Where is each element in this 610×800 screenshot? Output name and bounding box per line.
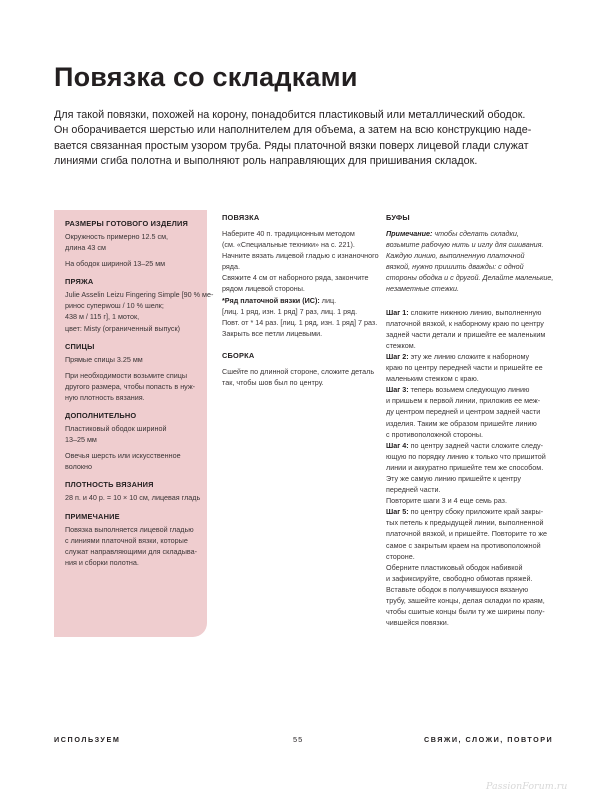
step-label: Шаг 2: (386, 351, 409, 361)
step-text: с противоположной стороны. (386, 429, 483, 439)
intro-line: Для такой повязки, похожей на корону, понадобится пластиковый или металлический ободок. (54, 109, 526, 121)
yarn-heading: ПРЯЖА (65, 277, 94, 287)
note-text: с линиями платочной вязки, которые (65, 535, 188, 545)
step-text: чтобы сшитые концы были ту же ширины полу- (386, 607, 545, 617)
step-text: платочной вязкой, к наборному краю по центру (386, 318, 544, 328)
assembly-heading: СБОРКА (222, 350, 255, 360)
pattern-row-title: *Ряд платочной вязки (ИС): (222, 295, 320, 305)
needles-section (65, 342, 197, 403)
intro-line: Он оборачивается шерстью или наполнителем для объема, а затем на всю конструкцию наде- (54, 124, 532, 137)
band-text: Повт. от * 14 раз. [лиц. 1 ряд, изн. 1 ряд] 7 раз. (222, 317, 378, 327)
step-text: самое с закрытым краем на противоположной (386, 540, 541, 550)
assembly-text: Сшейте по длинной стороне, сложите деталь (222, 366, 375, 376)
needles-text: Прямые спицы 3.25 мм (65, 354, 143, 364)
step-text: по центру сбоку приложите край закры- (408, 507, 544, 517)
band-text: Закрыть все петли лицевыми. (222, 328, 323, 338)
footer-book-title: СВЯЖИ, СЛОЖИ, ПОВТОРИ (424, 735, 554, 744)
extra-heading: ДОПОЛНИТЕЛЬНО (65, 411, 137, 421)
step-text: трубу, зашейте концы, делая складки по краям, (386, 596, 545, 605)
step-text: ду центром передней и центром задней части (386, 407, 541, 417)
yarn-section (65, 277, 214, 333)
needles-text: При необходимости возьмите спицы (65, 370, 188, 380)
page-title: Повязка со складками (54, 62, 358, 92)
assembly-text: так, чтобы шов был по центру. (222, 378, 324, 388)
step-text: передней части. (386, 485, 441, 495)
note-heading: ПРИМЕЧАНИЕ (65, 511, 120, 521)
gauge-text: 28 п. и 40 р. = 10 × 10 см, лицевая гладь (65, 493, 201, 503)
step-line (386, 351, 556, 362)
step-line (386, 440, 556, 451)
step-label: Шаг 5: (386, 507, 409, 517)
step-text: и зафиксируйте, свободно обмотав пряжей. (386, 573, 533, 583)
yarn-text: ринос суперwош / 10 % шелк; (65, 301, 164, 311)
intro-line: вается связанная простым узором труба. Ряды платочной вязки поверх лицевой глади служат (54, 139, 529, 152)
step-label: Шаг 1: (386, 307, 409, 317)
step-line (386, 384, 556, 395)
sizes-text: Окружность примерно 12.5 см, (65, 232, 169, 241)
step-text: стежком. (386, 340, 416, 350)
step-text: Повторите шаги 3 и 4 еще семь раз. (386, 496, 507, 506)
puffs-note-text: Каждую линию, выполненную платочной (386, 251, 525, 261)
puffs-heading: БУФЫ (386, 213, 410, 222)
band-text: ряда. (222, 262, 240, 272)
watermark-logo: PassionForum.ru (486, 781, 568, 792)
steps-list (386, 307, 556, 629)
step-text: маленьким стежком с краю. (386, 374, 479, 384)
step-text: Оберните пластиковый ободок набивкой (386, 562, 523, 572)
sizes-text: длина 43 см (65, 243, 106, 253)
step-text: стороне. (386, 551, 415, 561)
yarn-text: Julie Asselin Leizu Fingering Simple [90 % ме- (65, 290, 214, 300)
sizes-heading: РАЗМЕРЫ ГОТОВОГО ИЗДЕЛИЯ (65, 219, 189, 228)
step-text: Вставьте ободок в получившуюся вязаную (386, 584, 529, 594)
step-label: Шаг 3: (386, 385, 409, 395)
step-text: и пришьем к первой линии, приложив ее меж- (386, 396, 541, 406)
needles-text: ную плотность вязания. (65, 392, 145, 402)
step-text: эту же линию сложите к наборному (408, 351, 530, 361)
step-text: задней части детали и пришейте ее маленьким (386, 329, 546, 339)
needles-text: другого размера, чтобы попасть в нуж- (65, 381, 196, 391)
extra-section (65, 411, 197, 472)
step-text: тых петель к предыдущей линии, выполненной (386, 518, 544, 528)
extra-text: Овечья шерсть или искусственное (65, 451, 181, 461)
step-text: по центру задней части сложите следу- (408, 440, 544, 450)
pattern-row-tail: лиц. (319, 295, 337, 305)
puffs-note-tail: чтобы сделать складки, (432, 229, 519, 238)
note-text: Повязка выполняется лицевой гладью (65, 524, 194, 534)
band-text: (см. «Специальные техники» на с. 221). (222, 240, 355, 250)
puffs-note-label: Примечание: (386, 229, 433, 238)
extra-text: волокно (65, 462, 92, 472)
step-text: изделия. Таким же образом пришейте линию (386, 418, 537, 428)
step-text: сложите нижнюю линию, выполненную (408, 307, 542, 317)
puffs-column (386, 213, 556, 628)
materials-sidebar (54, 210, 214, 637)
step-label: Шаг 4: (386, 440, 409, 450)
band-heading: ПОВЯЗКА (222, 213, 260, 222)
step-text: краю по центру передней части и пришейте ее (386, 363, 543, 373)
step-text: Эту же самую линию пришейте к центру (386, 473, 521, 483)
extra-text: Пластиковый ободок шириной (65, 424, 167, 434)
puffs-note-text: вязкой, нужно пришить дважды: с одной (386, 262, 524, 272)
band-text: рядом лицевой стороны. (222, 284, 305, 294)
step-text: линии и аккуратно пришейте тем же способом. (386, 462, 544, 472)
pattern-row-line (222, 295, 372, 306)
puffs-note-line (386, 228, 556, 239)
gauge-section (65, 480, 201, 503)
gauge-heading: ПЛОТНОСТЬ ВЯЗАНИЯ (65, 480, 154, 490)
intro-line: линиями сгиба полотна и выполняют роль направляющих для пришивания складок. (54, 154, 478, 167)
step-text: ющую по порядку линию к только что пришитой (386, 451, 546, 461)
step-text: чившейся повязки. (386, 618, 449, 628)
instructions-column (222, 213, 379, 388)
footer-section-label: ИСПОЛЬЗУЕМ (54, 735, 121, 744)
yarn-text: 438 м / 115 г], 1 моток, (65, 312, 140, 322)
step-line (386, 307, 556, 318)
yarn-text: цвет: Misty (ограниченный выпуск) (65, 323, 181, 333)
band-text: Наберите 40 п. традиционным методом (222, 229, 355, 238)
band-text: [лиц. 1 ряд, изн. 1 ряд] 7 раз, лиц. 1 ряд. (222, 306, 358, 316)
puffs-note-text: стороны ободка и с другой. Делайте маленькие, (386, 273, 554, 283)
step-line (386, 506, 556, 517)
step-text: теперь возьмем следующую линию (408, 385, 530, 395)
band-text: Свяжите 4 см от наборного ряда, закончите (222, 273, 369, 283)
page-number: 55 (293, 735, 304, 744)
puffs-note-text: незаметные стежки. (386, 284, 460, 294)
sizes-text: На ободок шириной 13–25 мм (65, 259, 166, 269)
intro-paragraph (54, 108, 560, 169)
band-text: Начните вязать лицевой гладью с изнаночного (222, 251, 379, 261)
puffs-note-text: возьмите рабочую нить и иглу для сшивания. (386, 240, 544, 250)
note-section (65, 512, 197, 568)
step-text: платочной вязкой, и пришейте. Повторите то же (386, 529, 548, 539)
needles-heading: СПИЦЫ (65, 341, 95, 351)
extra-text: 13–25 мм (65, 435, 97, 445)
note-text: ния и сборки полотна. (65, 557, 139, 567)
sizes-section (65, 219, 197, 269)
note-text: служат направляющими для складыва- (65, 546, 198, 556)
